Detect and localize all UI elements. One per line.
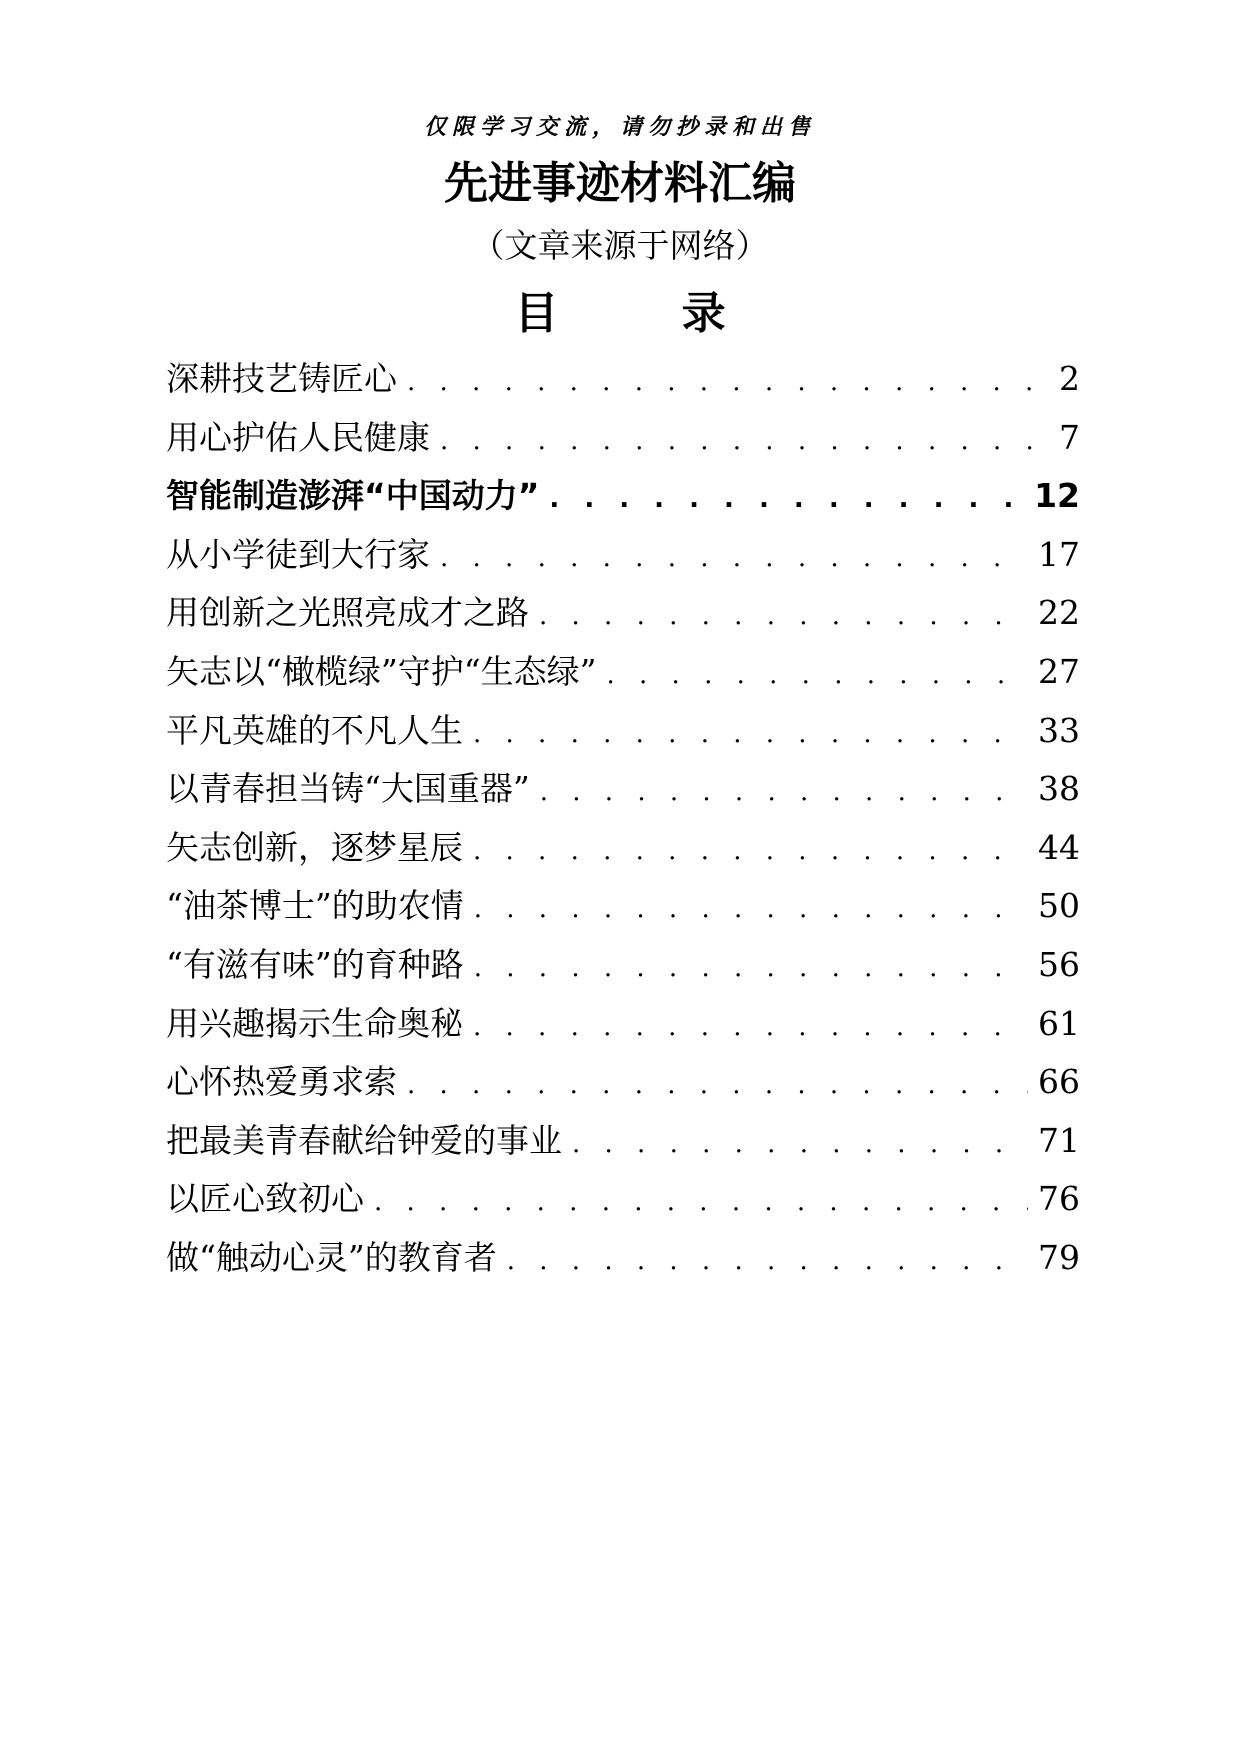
- toc-dot-leader: [507, 1232, 1028, 1290]
- toc-entry[interactable]: [166, 1053, 1080, 1112]
- toc-entry[interactable]: [166, 760, 1080, 819]
- toc-entry-page: 12: [1034, 476, 1080, 516]
- table-of-contents: [166, 350, 1080, 1288]
- toc-dot-leader: [407, 1056, 1028, 1114]
- toc-entry-page: 50: [1038, 886, 1080, 926]
- toc-entry-title: 用创新之光照亮成才之路: [166, 593, 529, 633]
- toc-entry-title: 矢志以“橄榄绿”守护“生态绿”: [166, 651, 597, 691]
- toc-dot-leader: [540, 763, 1028, 821]
- toc-entry-page: 44: [1038, 827, 1080, 867]
- toc-entry-page: 71: [1038, 1120, 1080, 1160]
- toc-entry-page: 7: [1059, 417, 1080, 457]
- toc-dot-leader: [539, 587, 1028, 645]
- toc-entry-page: 56: [1038, 944, 1080, 984]
- toc-dot-leader: [473, 705, 1028, 763]
- toc-dot-leader: [374, 1173, 1028, 1231]
- toc-dot-leader: [549, 470, 1024, 528]
- toc-entry-page: 61: [1038, 1003, 1080, 1043]
- toc-entry-title: 做“触动心灵”的教育者: [166, 1237, 497, 1277]
- toc-entry-title: 从小学徒到大行家: [166, 534, 430, 574]
- toc-entry[interactable]: [166, 702, 1080, 761]
- usage-notice: 仅限学习交流，请勿抄录和出售: [423, 114, 816, 140]
- toc-entry-title: 深耕技艺铸匠心: [166, 359, 397, 398]
- document-title: 先进事迹材料汇编: [444, 158, 796, 209]
- toc-entry[interactable]: [166, 1170, 1080, 1229]
- toc-entry[interactable]: [166, 409, 1080, 468]
- toc-entry-page: 79: [1038, 1237, 1080, 1277]
- toc-entry-page: 38: [1038, 769, 1080, 809]
- toc-entry[interactable]: [166, 995, 1080, 1054]
- toc-entry-title: 把最美青春献给钟爱的事业: [166, 1120, 562, 1160]
- toc-dot-leader: [474, 939, 1028, 997]
- toc-entry-title: “有滋有味”的育种路: [166, 944, 464, 984]
- toc-entry-page: 17: [1038, 534, 1080, 574]
- toc-heading: 目 录: [514, 288, 760, 339]
- toc-entry[interactable]: [166, 467, 1080, 526]
- toc-entry-title: 用兴趣揭示生命奥秘: [166, 1003, 463, 1043]
- toc-entry-page: 2: [1059, 359, 1080, 398]
- toc-dot-leader: [440, 412, 1049, 470]
- toc-entry-title: 智能制造澎湃“中国动力”: [166, 476, 540, 516]
- toc-entry-page: 22: [1038, 593, 1080, 633]
- toc-dot-leader: [473, 998, 1028, 1056]
- toc-entry[interactable]: [166, 1112, 1080, 1171]
- toc-entry-page: 27: [1038, 651, 1080, 691]
- toc-entry-page: 33: [1038, 710, 1080, 750]
- toc-entry[interactable]: [166, 584, 1080, 643]
- toc-entry-page: 76: [1038, 1179, 1080, 1219]
- toc-entry[interactable]: [166, 643, 1080, 702]
- toc-dot-leader: [572, 1115, 1028, 1173]
- toc-entry-title: 以青春担当铸“大国重器”: [166, 769, 530, 809]
- toc-entry-title: 平凡英雄的不凡人生: [166, 710, 463, 750]
- toc-entry-title: “油茶博士”的助农情: [166, 886, 464, 926]
- toc-dot-leader: [474, 880, 1028, 938]
- toc-entry[interactable]: [166, 350, 1080, 409]
- toc-entry-title: 心怀热爱勇求索: [166, 1062, 397, 1102]
- toc-dot-leader: [473, 822, 1028, 880]
- document-subtitle: （文章来源于网络）: [471, 226, 769, 265]
- toc-dot-leader: [440, 529, 1028, 587]
- toc-dot-leader: [606, 646, 1028, 704]
- toc-entry[interactable]: [166, 1229, 1080, 1288]
- toc-entry[interactable]: [166, 936, 1080, 995]
- toc-entry[interactable]: [166, 819, 1080, 878]
- toc-dot-leader: [407, 353, 1049, 411]
- toc-entry[interactable]: [166, 877, 1080, 936]
- toc-entry[interactable]: [166, 526, 1080, 585]
- toc-entry-title: 用心护佑人民健康: [166, 417, 430, 457]
- toc-entry-title: 矢志创新，逐梦星辰: [166, 827, 463, 867]
- toc-entry-page: 66: [1038, 1062, 1080, 1102]
- toc-entry-title: 以匠心致初心: [166, 1179, 364, 1219]
